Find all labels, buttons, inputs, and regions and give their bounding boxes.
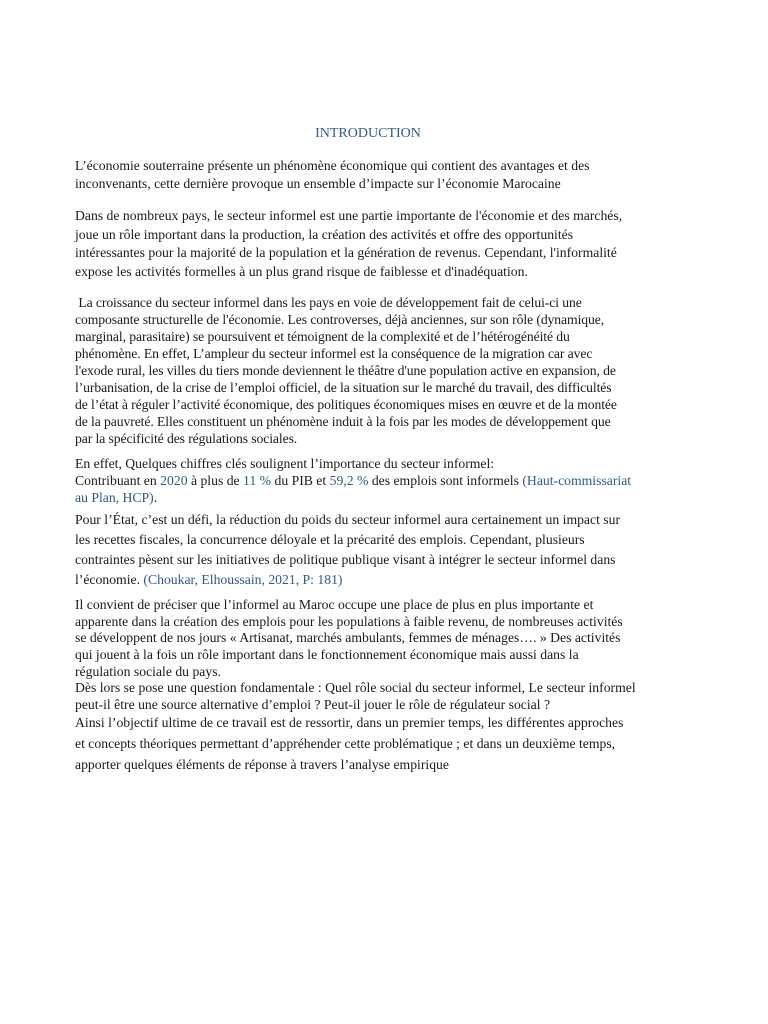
text-segment: . xyxy=(153,490,158,505)
paragraph-intro xyxy=(75,157,715,193)
text-line: L’économie souterraine présente un phénomène économique qui contient des avantages et des xyxy=(75,158,590,173)
paragraph-state-challenge xyxy=(75,510,715,590)
paragraph-question xyxy=(75,680,715,713)
paragraph-objective xyxy=(75,712,715,775)
paragraph-key-figures xyxy=(75,455,715,506)
text-line: apparente dans la création des emplois pour les populations à faible revenu, de nombreuses activités xyxy=(75,613,623,629)
text-line: les recettes fiscales, la concurrence déloyale et la précarité des emplois. Cependant, plusieurs xyxy=(75,532,585,547)
employment-percentage: 59,2 % xyxy=(329,473,369,488)
section-title: INTRODUCTION xyxy=(315,126,421,141)
text-line: l’urbanisation, de la crise de l’emploi officiel, de la situation sur le marché du travail, des difficultés xyxy=(75,380,612,395)
text-line: et concepts théoriques permettant d’appréhender cette problématique ; et dans un deuxième temps, xyxy=(75,736,616,751)
text-line: de la pauvreté. Elles constituent un phénomène induit à la fois par les modes de développement que xyxy=(75,414,611,429)
text-segment: Contribuant en xyxy=(75,473,161,488)
text-line: inconvenants, cette dernière provoque un ensemble d’impacte sur l’économie Marocaine xyxy=(75,176,561,191)
text-line: Dès lors se pose une question fondamentale : Quel rôle social du secteur informel, Le secteur informel xyxy=(75,680,636,695)
text-line: de l’état à réguler l’activité économique, des politiques économiques mises en œuvre et de la montée xyxy=(75,397,617,412)
text-line: En effet, Quelques chiffres clés soulignent l’importance du secteur informel: xyxy=(75,456,495,471)
pib-percentage: 11 % xyxy=(243,473,272,488)
text-line xyxy=(75,472,715,489)
text-line: qui jouent à la fois un rôle important dans le fonctionnement économique mais aussi dans la xyxy=(75,647,579,663)
text-line: régulation sociale du pays. xyxy=(75,663,221,679)
text-line: joue un rôle important dans la production, la création des activités et offre des opportunités xyxy=(75,226,574,242)
text-line: apporter quelques éléments de réponse à travers l’analyse empirique xyxy=(75,757,449,772)
paragraph-informal-sector xyxy=(75,207,715,281)
reference-citation: (Choukar, Elhoussain, 2021, P: 181) xyxy=(143,572,343,587)
year-value: 2020 xyxy=(160,473,188,488)
text-line: Il convient de préciser que l’informel au Maroc occupe une place de plus en plus importante et xyxy=(75,597,594,612)
text-segment: des emplois sont informels xyxy=(368,473,523,488)
text-line: Ainsi l’objectif ultime de ce travail est de ressortir, dans un premier temps, les différentes approches xyxy=(75,715,624,730)
paragraph-growth xyxy=(75,294,715,447)
text-line: se développent de nos jours « Artisanat, marchés ambulants, femmes de ménages…. » Des activités xyxy=(75,630,621,646)
text-segment: l’économie. xyxy=(75,572,144,587)
text-line: contraintes pèsent sur les initiatives de politique publique visant à intégrer le secteur informel dans xyxy=(75,552,616,567)
text-line: peut-il être une source alternative d’emploi ? Peut-il jouer le rôle de régulateur social ? xyxy=(75,696,551,712)
text-line: Dans de nombreux pays, le secteur informel est une partie importante de l'économie et des marchés, xyxy=(75,208,623,223)
text-line: marginal, parasitaire) se poursuivent et témoignent de la complexité et de l’hétérogénéité du xyxy=(75,329,570,344)
text-line: Pour l’État, c’est un défi, la réduction du poids du secteur informel aura certainement un impact sur xyxy=(75,512,621,527)
text-line xyxy=(75,489,715,506)
source-citation: (Haut-commissariat xyxy=(522,473,632,488)
paragraph-morocco xyxy=(75,597,715,681)
text-line: intéressantes pour la majorité de la population et la génération de revenus. Cependant, l'informalité xyxy=(75,245,617,260)
text-line xyxy=(75,570,715,590)
text-line: La croissance du secteur informel dans les pays en voie de développement fait de celui-ci une xyxy=(75,295,582,310)
text-line: par la spécificité des régulations sociales. xyxy=(75,431,298,446)
text-segment: à plus de xyxy=(187,473,244,488)
text-line: l'exode rural, les villes du tiers monde deviennent le théâtre d'une population active en expansion, de xyxy=(75,363,616,378)
text-line: composante structurelle de l'économie. Les controverses, déjà anciennes, sur son rôle (dynamique, xyxy=(75,312,605,327)
text-line: expose les activités formelles à un plus grand risque de faiblesse et d'inadéquation. xyxy=(75,263,528,279)
text-line: phénomène. En effet, L’ampleur du secteur informel est la conséquence de la migration car avec xyxy=(75,346,593,361)
source-citation: au Plan, HCP) xyxy=(75,490,154,505)
text-segment: du PIB et xyxy=(271,473,330,488)
